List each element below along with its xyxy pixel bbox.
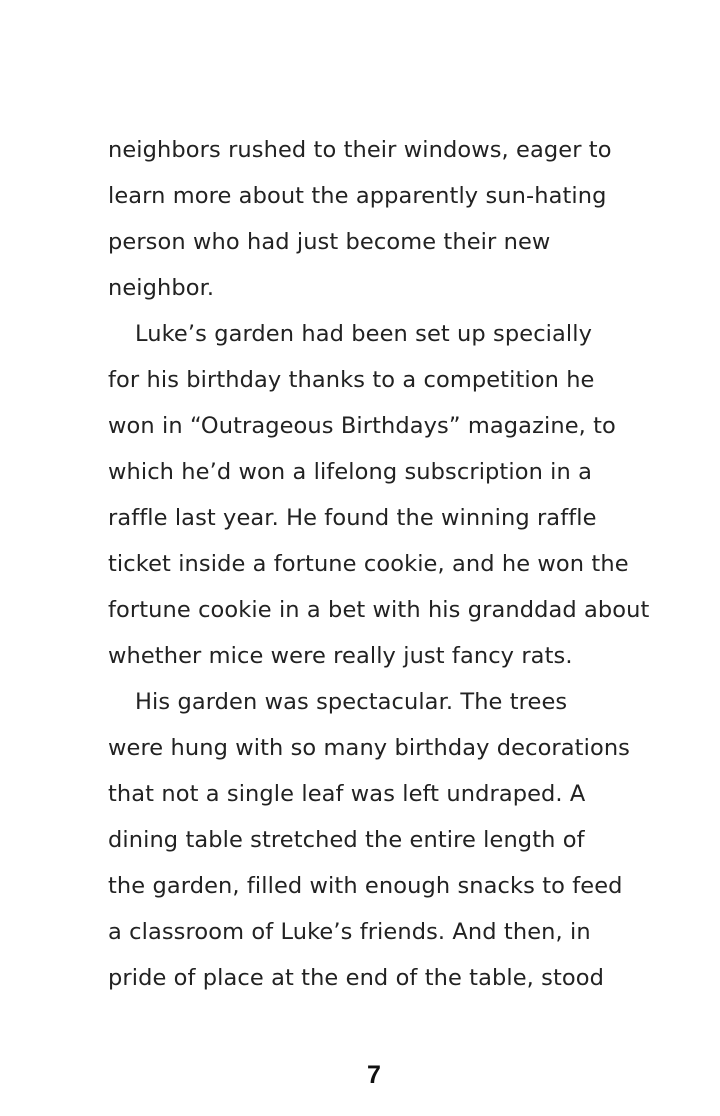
text-line: pride of place at the end of the table, stood — [108, 965, 605, 991]
paragraph-start-line: Luke’s garden had been set up specially — [135, 321, 593, 347]
text-line: a classroom of Luke’s friends. And then, in — [108, 919, 591, 945]
text-line: that not a single leaf was left undraped. A — [108, 781, 586, 807]
text-line: neighbor. — [108, 275, 215, 301]
body-text — [108, 127, 668, 1001]
text-line: person who had just become their new — [108, 229, 551, 255]
text-line: learn more about the apparently sun-hating — [108, 183, 607, 209]
text-line: fortune cookie in a bet with his granddad about — [108, 597, 650, 623]
text-line: the garden, filled with enough snacks to feed — [108, 873, 623, 899]
text-line: were hung with so many birthday decorations — [108, 735, 630, 761]
text-line: ticket inside a fortune cookie, and he won the — [108, 551, 629, 577]
text-line: neighbors rushed to their windows, eager to — [108, 137, 612, 163]
paragraph-start-line: His garden was spectacular. The trees — [135, 689, 568, 715]
text-line: won in “Outrageous Birthdays” magazine, to — [108, 413, 616, 439]
page-number: 7 — [367, 1061, 381, 1089]
text-line: which he’d won a lifelong subscription in a — [108, 459, 593, 485]
text-line: whether mice were really just fancy rats. — [108, 643, 573, 669]
text-line: raffle last year. He found the winning raffle — [108, 505, 597, 531]
text-line: for his birthday thanks to a competition he — [108, 367, 595, 393]
text-line: dining table stretched the entire length of — [108, 827, 585, 853]
